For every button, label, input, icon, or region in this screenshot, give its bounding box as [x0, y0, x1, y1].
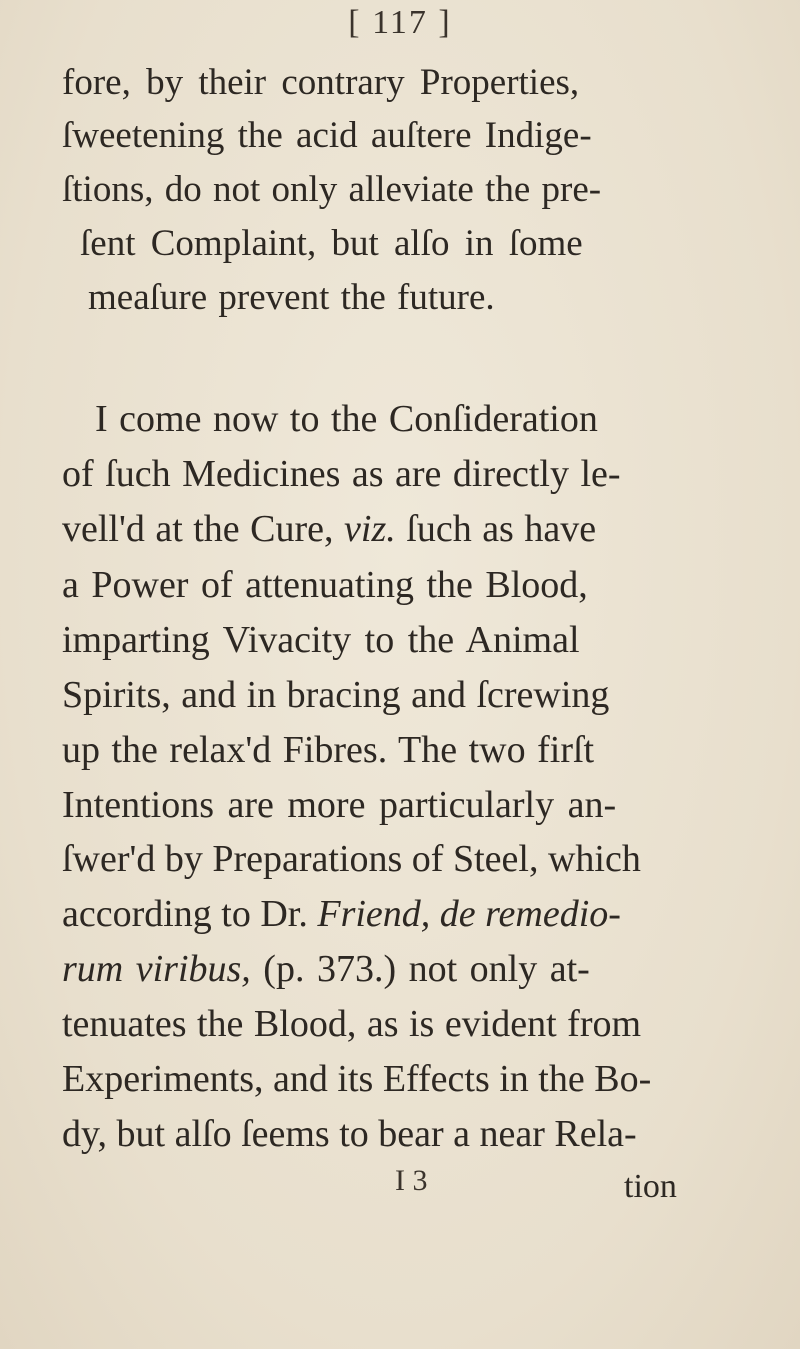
text-line: Experiments, and its Effects in the Bo-: [62, 1058, 652, 1100]
text-line: [62, 950, 752, 988]
text-line: Intentions are more particularly an-: [62, 784, 617, 826]
text-line: fore, by their contrary Properties,: [62, 62, 580, 103]
text-line: Spirits, and in bracing and ſcrewing: [62, 674, 610, 716]
page-number: [ 117 ]: [348, 4, 452, 41]
text-line: ſent Complaint, but alſo in ſome: [80, 223, 583, 264]
text-line: up the relax'd Fibres. The two firſt: [62, 729, 595, 771]
text-line: a Power of attenuating the Blood,: [62, 564, 588, 606]
text-line: ſtions, do not only alleviate the pre-: [62, 169, 602, 210]
text-line: meaſure prevent the future.: [88, 277, 495, 318]
italic-run: Friend, de remedio-: [317, 893, 621, 935]
text-line: of ſuch Medicines as are directly le-: [62, 453, 621, 495]
text-run: vell'd at the Cure,: [62, 508, 334, 550]
text-run: according to Dr.: [62, 893, 308, 935]
text-run: ſuch as have: [406, 508, 597, 550]
signature-mark: I 3: [395, 1164, 428, 1197]
italic-run: rum viribus,: [62, 948, 251, 990]
text-line: ſweetening the acid auſtere Indige-: [62, 115, 592, 156]
text-line: ſwer'd by Preparations of Steel, which: [62, 838, 641, 880]
text-line: I come now to the Conſideration: [95, 398, 598, 440]
text-run: (p. 373.) not only at-: [263, 948, 590, 990]
italic-run: viz.: [344, 508, 396, 550]
text-line: [62, 510, 752, 548]
text-line: [62, 895, 752, 933]
text-line: imparting Vivacity to the Animal: [62, 619, 580, 661]
text-line: tenuates the Blood, as is evident from: [62, 1003, 642, 1045]
text-line: dy, but alſo ſeems to bear a near Rela-: [62, 1113, 637, 1155]
catchword: tion: [624, 1168, 677, 1205]
